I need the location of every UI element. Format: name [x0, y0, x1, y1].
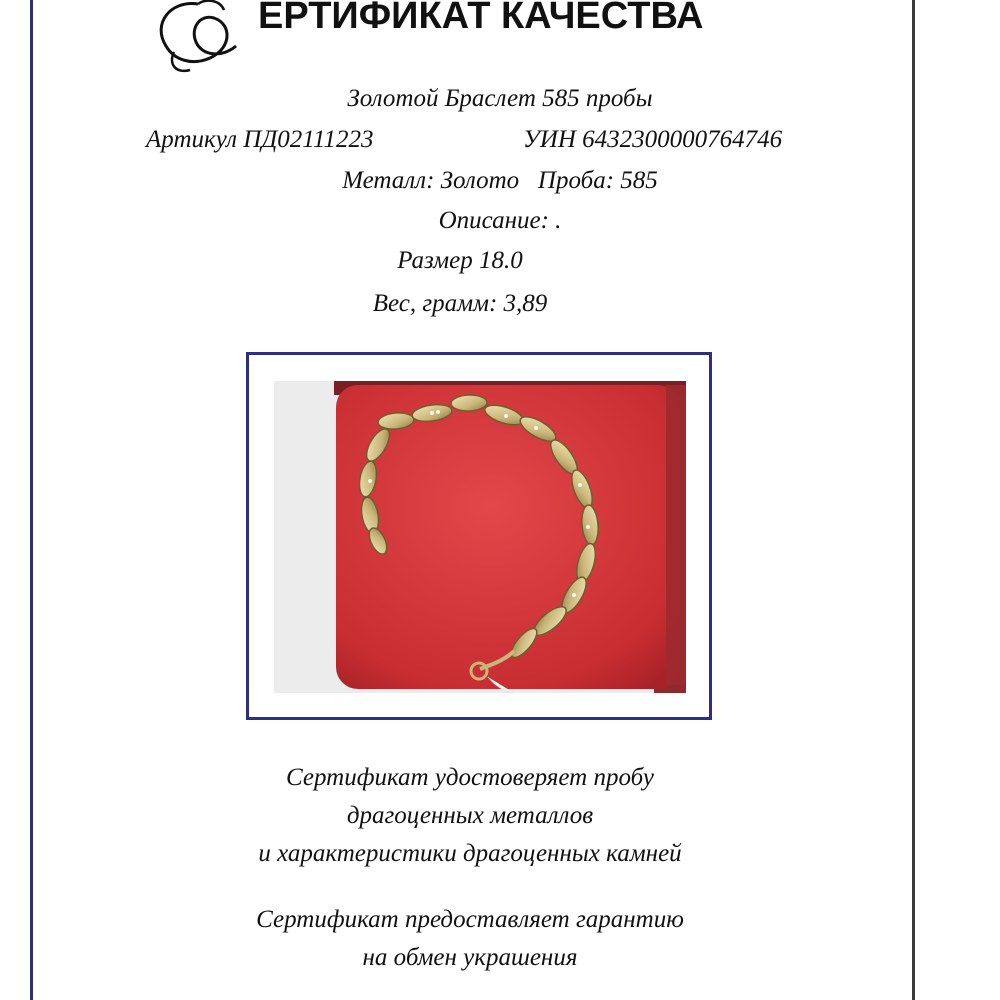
description: Описание: .	[438, 207, 562, 234]
footer-text-line-4: Сертификат предоставляет гарантию	[256, 906, 684, 933]
size: Размер 18.0	[397, 247, 523, 274]
footer-text-line-3: и характеристики драгоценных камней	[258, 840, 682, 867]
weight: Вес, грамм: 3,89	[372, 290, 548, 317]
metal-assay: Металл: Золото Проба: 585	[342, 167, 658, 194]
certificate-title: ЕРТИФИКАТ КАЧЕСТВА	[258, 0, 704, 37]
article-number: Артикул ПД02111223	[146, 126, 374, 153]
footer-text-line-2: драгоценных металлов	[346, 802, 594, 829]
footer-text-line-1: Сертификат удостоверяет пробу	[286, 764, 654, 791]
product-photo-frame	[246, 352, 712, 720]
uin-number: УИН 6432300000764746	[523, 126, 783, 153]
footer-text-line-5: на обмен украшения	[362, 944, 578, 971]
product-name: Золотой Браслет 585 пробы	[347, 85, 653, 112]
monogram-logo	[140, 0, 250, 78]
product-photo	[274, 381, 686, 693]
